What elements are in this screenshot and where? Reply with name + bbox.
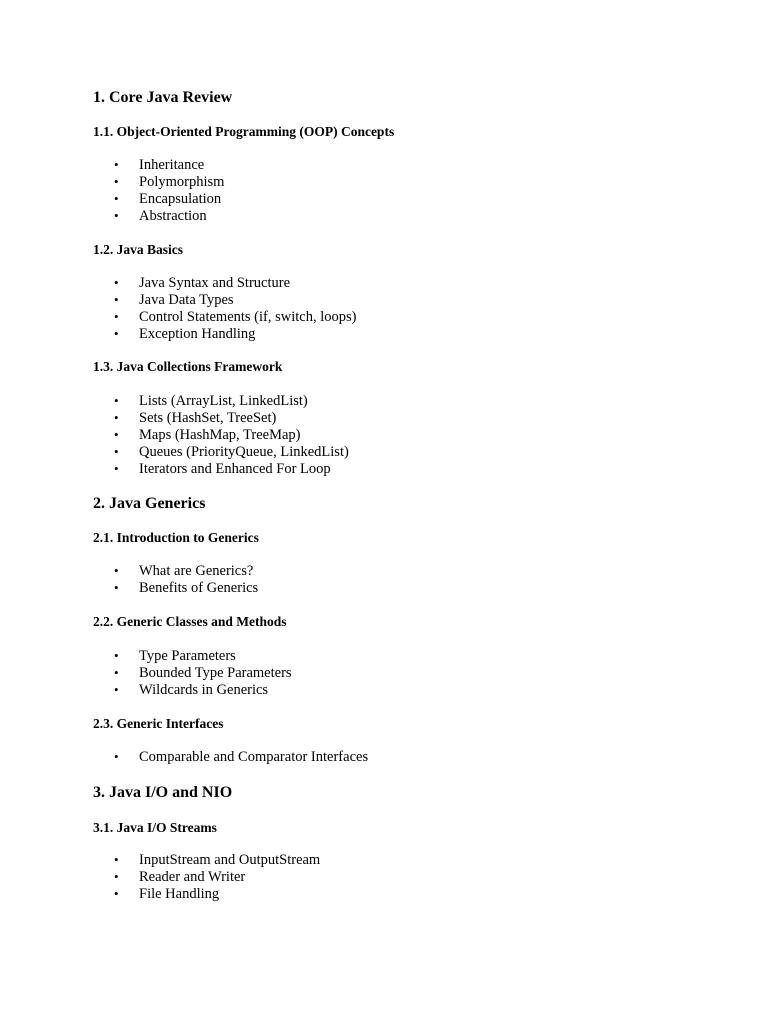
list-item: • InputStream and OutputStream bbox=[93, 852, 320, 869]
list-item: • Java Syntax and Structure bbox=[93, 275, 356, 292]
subsection-title: 3.1. Java I/O Streams bbox=[93, 820, 217, 835]
bullet-list bbox=[93, 393, 349, 478]
list-item: • Benefits of Generics bbox=[93, 580, 258, 597]
subsection-title: 2.2. Generic Classes and Methods bbox=[93, 614, 287, 629]
list-item: • Polymorphism bbox=[93, 174, 224, 191]
bullet-list bbox=[93, 563, 258, 597]
section-title: 3. Java I/O and NIO bbox=[93, 784, 233, 801]
subsection-title: 1.3. Java Collections Framework bbox=[93, 359, 283, 374]
section-title: 2. Java Generics bbox=[93, 495, 206, 512]
list-item: • Encapsulation bbox=[93, 191, 224, 208]
subsection-title: 1.2. Java Basics bbox=[93, 242, 184, 257]
bullet-list bbox=[93, 648, 292, 699]
list-item: • Exception Handling bbox=[93, 326, 356, 343]
bullet-list bbox=[93, 157, 224, 225]
list-item: • Abstraction bbox=[93, 208, 224, 225]
subsection-title: 2.1. Introduction to Generics bbox=[93, 530, 259, 545]
list-item: • Iterators and Enhanced For Loop bbox=[93, 461, 349, 478]
subsection-title: 2.3. Generic Interfaces bbox=[93, 716, 224, 731]
list-item: • What are Generics? bbox=[93, 563, 258, 580]
list-item: • Sets (HashSet, TreeSet) bbox=[93, 410, 349, 427]
list-item: • Control Statements (if, switch, loops) bbox=[93, 309, 356, 326]
list-item: • Inheritance bbox=[93, 157, 224, 174]
list-item: • Comparable and Comparator Interfaces bbox=[93, 749, 368, 766]
list-item: • Maps (HashMap, TreeMap) bbox=[93, 427, 349, 444]
section-title: 1. Core Java Review bbox=[93, 89, 233, 106]
subsection-title: 1.1. Object-Oriented Programming (OOP) Concepts bbox=[93, 124, 395, 139]
list-item: • Wildcards in Generics bbox=[93, 682, 292, 699]
list-item: • File Handling bbox=[93, 886, 320, 903]
bullet-list bbox=[93, 749, 368, 766]
bullet-list bbox=[93, 275, 356, 343]
list-item: • Bounded Type Parameters bbox=[93, 665, 292, 682]
list-item: • Reader and Writer bbox=[93, 869, 320, 886]
list-item: • Type Parameters bbox=[93, 648, 292, 665]
list-item: • Java Data Types bbox=[93, 292, 356, 309]
list-item: • Queues (PriorityQueue, LinkedList) bbox=[93, 444, 349, 461]
bullet-list bbox=[93, 852, 320, 903]
list-item: • Lists (ArrayList, LinkedList) bbox=[93, 393, 349, 410]
